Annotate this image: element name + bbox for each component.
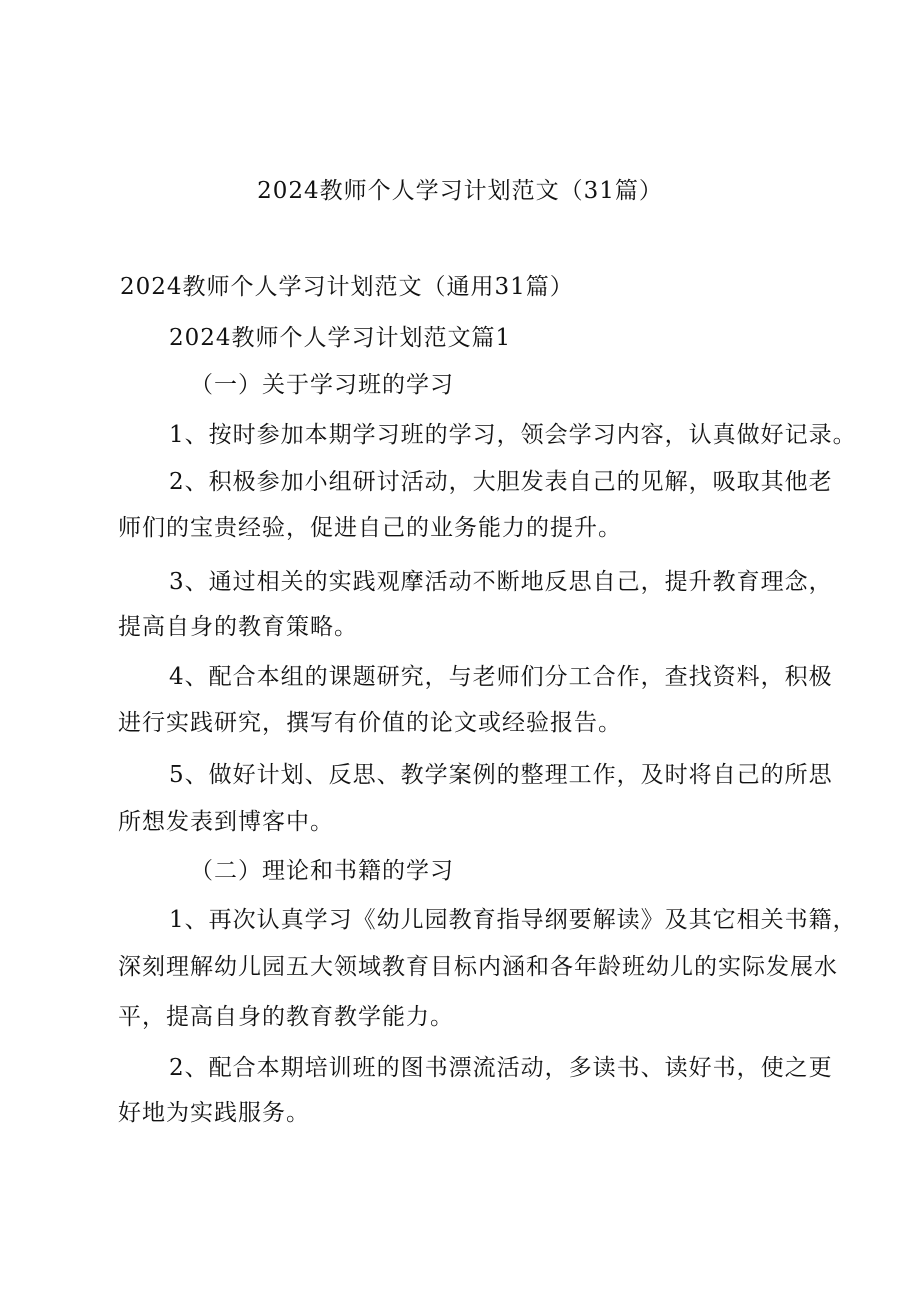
part1-item-1-line-1: 1、按时参加本期学习班的学习，领会学习内容，认真做好记录。 bbox=[169, 422, 857, 448]
part1-item-4-line-2: 进行实践研究，撰写有价值的论文或经验报告。 bbox=[118, 710, 622, 736]
part2-item-2-line-1: 2、配合本期培训班的图书漂流活动，多读书、读好书，使之更 bbox=[169, 1055, 833, 1081]
part2-item-2-line-2: 好地为实践服务。 bbox=[118, 1100, 310, 1126]
part1-item-3-line-2: 提高自身的教育策略。 bbox=[118, 614, 358, 640]
document-subtitle: 2024教师个人学习计划范文（通用31篇） bbox=[120, 274, 574, 300]
part1-heading: （一）关于学习班的学习 bbox=[190, 372, 454, 398]
part2-item-1-line-2: 深刻理解幼儿园五大领域教育目标内涵和各年龄班幼儿的实际发展水 bbox=[118, 954, 838, 980]
part1-item-5-line-1: 5、做好计划、反思、教学案例的整理工作，及时将自己的所思 bbox=[169, 762, 833, 788]
document-title: 2024教师个人学习计划范文（31篇） bbox=[257, 178, 663, 204]
part2-item-1-line-1: 1、再次认真学习《幼儿园教育指导纲要解读》及其它相关书籍， bbox=[169, 907, 857, 933]
part1-item-5-line-2: 所想发表到博客中。 bbox=[118, 809, 334, 835]
part2-item-1-line-3: 平，提高自身的教育教学能力。 bbox=[118, 1004, 454, 1030]
part1-item-4-line-1: 4、配合本组的课题研究，与老师们分工合作，查找资料，积极 bbox=[169, 664, 833, 690]
part2-heading: （二）理论和书籍的学习 bbox=[190, 858, 454, 884]
part1-item-2-line-2: 师们的宝贵经验，促进自己的业务能力的提升。 bbox=[118, 515, 622, 541]
part1-item-3-line-1: 3、通过相关的实践观摩活动不断地反思自己，提升教育理念， bbox=[169, 569, 833, 595]
part1-item-2-line-1: 2、积极参加小组研讨活动，大胆发表自己的见解，吸取其他老 bbox=[169, 469, 833, 495]
section-heading: 2024教师个人学习计划范文篇1 bbox=[169, 325, 512, 351]
